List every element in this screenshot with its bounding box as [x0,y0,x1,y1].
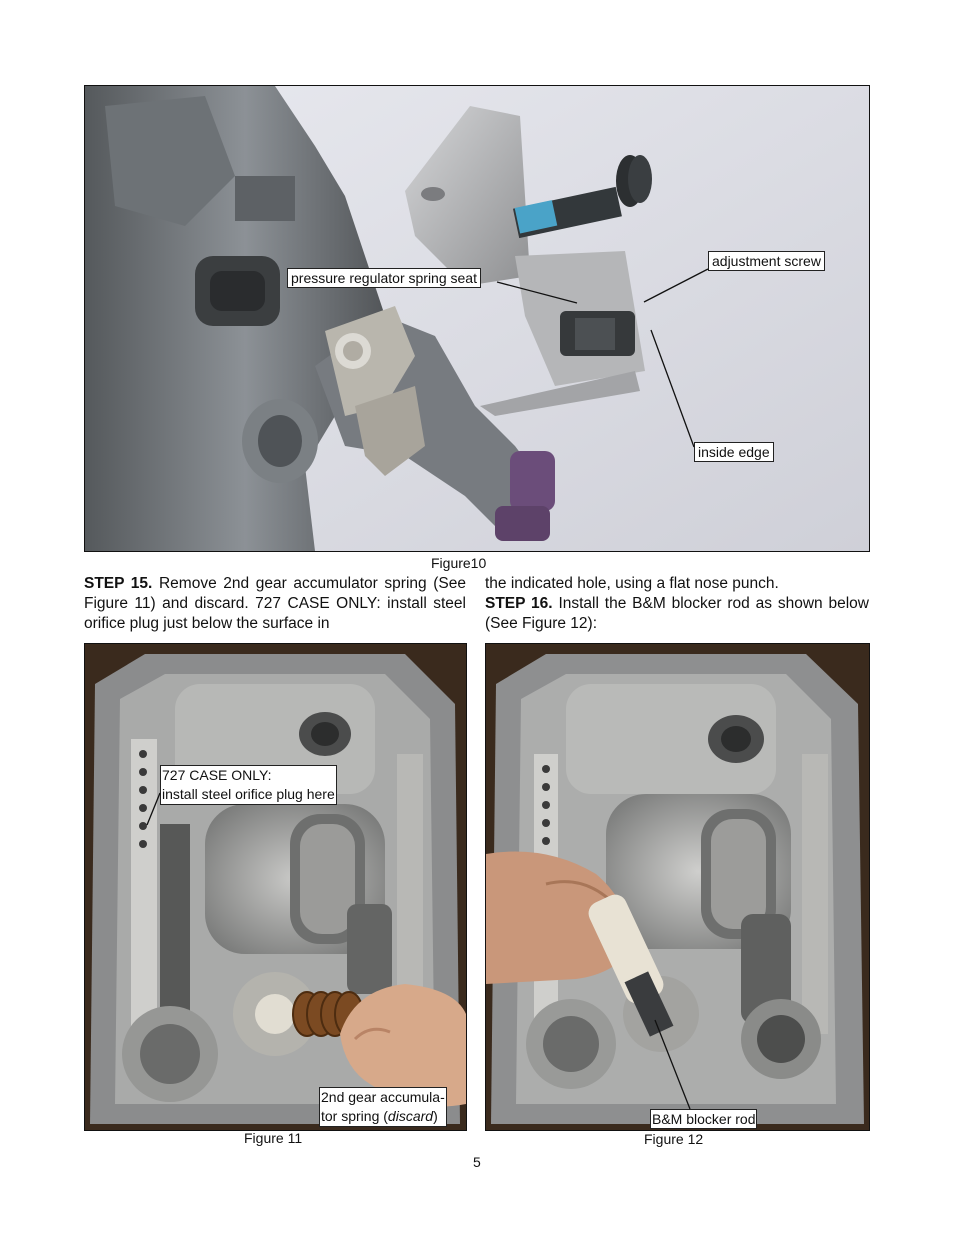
label-spring-line1: 2nd gear accumula- [321,1089,445,1105]
label-adjustment-screw: adjustment screw [708,251,825,271]
figure12-caption: Figure 12 [644,1131,704,1147]
label-727-line2: install steel orifice plug here [162,786,335,802]
label-inside-edge: inside edge [694,442,774,462]
figure10-caption: Figure10 [431,555,487,571]
figure10-photo [84,85,870,552]
figure11-caption: Figure 11 [244,1130,303,1146]
label-spring-line2 [321,1107,445,1126]
figure11-photo [84,643,467,1131]
label-2nd-gear-spring [319,1087,447,1127]
page-number: 5 [473,1154,481,1170]
label-727-case-only [160,765,337,805]
label-727-line1: 727 CASE ONLY: [162,767,272,783]
step15-continued: the indicated hole, using a flat nose punch. [485,575,779,592]
step16-body: Install the B&M blocker rod as shown below (See Figure 12): [485,595,869,632]
step16-paragraph [485,594,869,634]
figure10-illustration [85,86,869,551]
label-spring-line2-discard: discard [387,1108,434,1124]
label-bm-blocker-rod: B&M blocker rod [652,1111,756,1127]
step15-label: STEP 15. [84,575,153,592]
figure12-photo [485,643,870,1131]
figure11-illustration [85,644,466,1130]
label-spring-line2-post: ) [433,1108,438,1124]
figure12-illustration [486,644,869,1130]
step16-text [485,574,869,634]
label-pressure-regulator-spring-seat: pressure regulator spring seat [287,268,481,288]
label-spring-line2-pre: tor spring ( [321,1108,388,1124]
step15-body: Remove 2nd gear accumulator spring (See Figure 11) and discard. 727 CASE ONLY: install steel orifice plug just below the surface in [84,575,466,632]
step15-text [84,574,466,634]
step16-label: STEP 16. [485,595,553,612]
